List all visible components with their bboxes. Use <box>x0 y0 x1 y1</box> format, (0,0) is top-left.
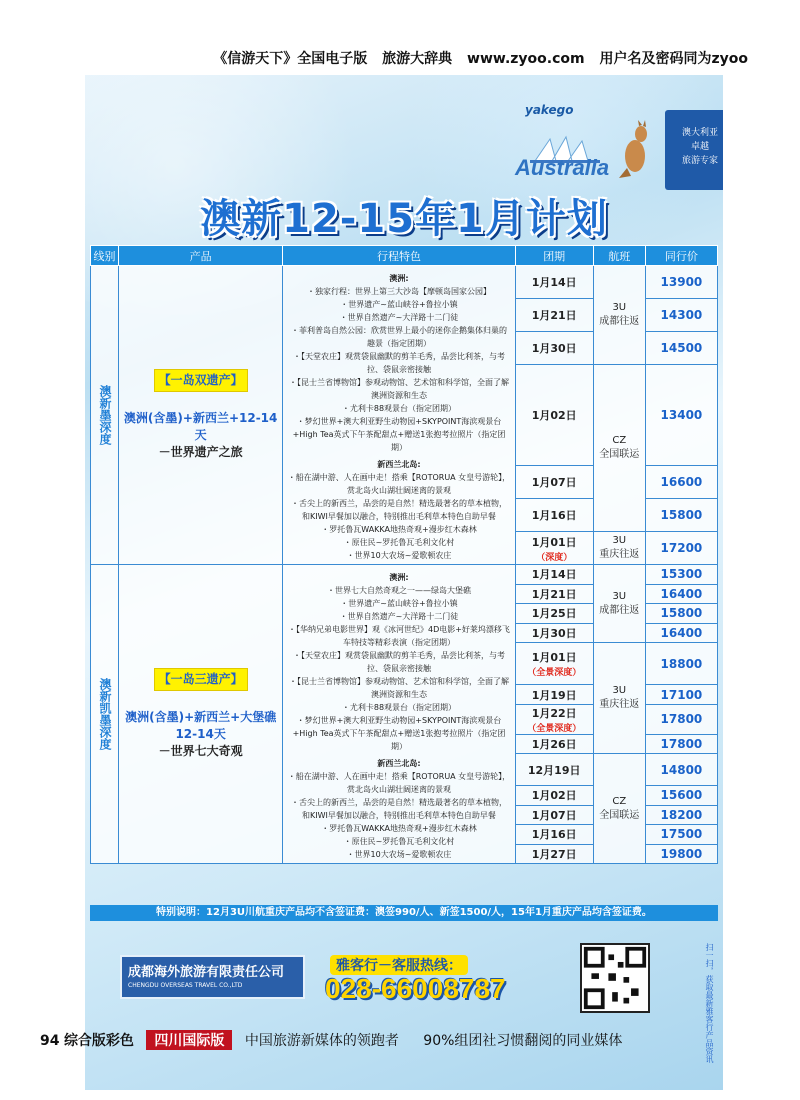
company-name-en: CHENGDU OVERSEAS TRAVEL CO.,LTD <box>128 982 243 989</box>
header-product: 产品 <box>119 246 283 266</box>
special-note: 特别说明：12月3U川航重庆产品均不含签证费：澳签990/人、新签1500/人，15年1月重庆产品均含签证费。 <box>90 905 718 921</box>
header-line: 线别 <box>91 246 119 266</box>
feature-item: ・罗托鲁瓦WAKKA地热奇观+漫步红木森林 <box>321 525 477 534</box>
product-subtitle: －世界七大奇观 <box>158 744 243 758</box>
feature-item: ・独家行程：世界上第三大沙岛【摩顿岛国家公园】 <box>306 287 491 296</box>
flight-route: 成都往返 <box>599 316 640 327</box>
line-name: 澳新凯墨深度 <box>91 565 119 864</box>
feature-item: ・世界10大农场~爱歌顿农庄 <box>346 850 452 859</box>
feature-item: ・【昆士兰省博物馆】参观动物馆、艺术馆和科学馆，全面了解澳洲资源和生态 <box>288 378 509 400</box>
edition-tag: 四川国际版 <box>146 1030 232 1050</box>
section-label: 综合版彩色 <box>63 1033 134 1049</box>
trade-price: 13900 <box>645 266 717 299</box>
departure-date <box>515 266 593 299</box>
feature-item: ・世界七大自然奇观之一——绿岛大堡礁 <box>326 586 471 595</box>
header-features: 行程特色 <box>283 246 515 266</box>
flight-code: 3U <box>612 302 627 313</box>
date-text: 1月02日 <box>531 409 577 422</box>
departure-date <box>515 604 593 624</box>
departure-date <box>515 754 593 786</box>
date-text: 1月19日 <box>531 688 577 702</box>
company-name-cn: 成都海外旅游有限责任公司 <box>128 965 285 980</box>
feature-item: ・舌尖上的新西兰，品尝的是自然！精选最著名的草本植物，和KIWI早餐加以融合，特别推出毛利草本特色自助早餐 <box>290 499 507 521</box>
login-note: 用户名及密码同为zyoo <box>599 51 748 67</box>
date-text: 1月22日 <box>531 706 577 720</box>
product-name[interactable]: 澳洲(含墨)+新西兰+大堡礁12-14天 <box>125 710 277 741</box>
departure-date <box>515 365 593 466</box>
trade-price: 14800 <box>645 754 717 786</box>
line-name: 澳新墨深度 <box>91 266 119 565</box>
page-footer <box>40 1030 760 1050</box>
departure-date <box>515 825 593 845</box>
date-text: 1月14日 <box>531 276 577 289</box>
date-text: 1月01日 <box>531 651 577 665</box>
flight-code: 3U <box>612 590 627 602</box>
departure-date <box>515 565 593 585</box>
departure-date <box>515 643 593 685</box>
flight-cell <box>593 565 645 643</box>
date-text: 12月19日 <box>527 763 581 777</box>
date-text: 1月01日 <box>531 535 577 549</box>
flight-cell <box>593 754 645 864</box>
date-text: 1月30日 <box>531 342 577 355</box>
australia-label: Australia <box>515 155 610 180</box>
trade-price: 18200 <box>645 805 717 825</box>
feature-item: ・原住民~罗托鲁瓦毛利文化村 <box>343 538 455 547</box>
table-row <box>91 266 718 299</box>
qr-caption: 扫一扫，获取最新雅客行产品资讯 <box>705 943 714 1063</box>
feature-item: ・梦幻世界+澳大利亚野生动物园+SKYPOINT海滨观景台+High Tea英式下午茶配甜点+赠送1张抱考拉照片（指定团期） <box>292 716 506 751</box>
feature-item: ・原住民~罗托鲁瓦毛利文化村 <box>343 837 455 846</box>
page-number: 94 <box>40 1033 60 1049</box>
trade-price: 19800 <box>645 844 717 864</box>
departure-date <box>515 332 593 365</box>
departure-date <box>515 685 593 705</box>
feature-item: ・船在湖中游、人在画中走！搭乘【ROTORUA 女皇号游轮】，赏北岛火山湖壮阔迷离的景观 <box>287 772 511 794</box>
flight-route: 成都往返 <box>599 604 640 616</box>
trade-price: 13400 <box>645 365 717 466</box>
trade-price: 18800 <box>645 643 717 685</box>
flight-code: 3U <box>612 685 627 697</box>
flight-cell <box>593 365 645 532</box>
trade-price: 16400 <box>645 584 717 604</box>
feature-item: ・尤利卡88观景台（指定团期） <box>341 404 457 413</box>
region-title: 新西兰北岛: <box>377 460 421 469</box>
hotline-number[interactable]: 028-66008787 <box>325 973 506 1004</box>
flight-route: 重庆往返 <box>599 699 640 711</box>
date-note: （全景深度） <box>527 723 582 734</box>
flight-code: CZ <box>612 435 627 446</box>
date-text: 1月14日 <box>531 568 577 582</box>
trade-price: 16600 <box>645 466 717 499</box>
feature-item: ・尤利卡88观景台（指定团期） <box>341 703 457 712</box>
date-text: 1月21日 <box>531 309 577 322</box>
feature-item: ・梦幻世界+澳大利亚野生动物园+SKYPOINT海滨观景台+High Tea英式下午茶配甜点+赠送1张抱考拉照片（指定团期） <box>292 417 506 452</box>
badge-line: 澳大利亚 <box>681 128 718 138</box>
feature-item: ・菲利普岛自然公园：欣赏世界上最小的迷你企鹅集体归巢的趣景（指定团期） <box>290 326 507 348</box>
features-cell <box>283 565 515 864</box>
departure-date <box>515 499 593 532</box>
date-text: 1月25日 <box>531 607 577 621</box>
date-text: 1月07日 <box>531 808 577 822</box>
feature-item: ・【天堂农庄】观赏袋鼠幽默的剪羊毛秀，品尝比利茶，与考拉、袋鼠亲密接触 <box>292 651 505 673</box>
trade-price: 17800 <box>645 704 717 734</box>
date-text: 1月07日 <box>531 476 577 489</box>
feature-item: ・【华纳兄弟电影世界】观《冰河世纪》4D电影+好莱坞漂移飞车特技等精彩表演（指定团期） <box>287 625 510 647</box>
departure-date <box>515 532 593 565</box>
departure-date <box>515 734 593 754</box>
date-note: （全景深度） <box>527 668 582 679</box>
date-text: 1月26日 <box>531 738 577 751</box>
header-date: 团期 <box>515 246 593 266</box>
trade-price: 14300 <box>645 299 717 332</box>
footer-slogan: 中国旅游新媒体的领跑者 <box>244 1033 399 1049</box>
departure-date <box>515 299 593 332</box>
departure-date <box>515 786 593 806</box>
trade-price: 16400 <box>645 623 717 643</box>
dictionary-name: 旅游大辞典 <box>382 51 453 67</box>
trade-price: 17100 <box>645 685 717 705</box>
poster-title: 澳新12-15年1月计划 <box>200 196 608 242</box>
feature-item: ・舌尖上的新西兰，品尝的是自然！精选最著名的草本植物，和KIWI早餐加以融合，特别推出毛利草本特色自助早餐 <box>290 798 507 820</box>
feature-item: ・世界遗产~蓝山峡谷+鲁拉小镇 <box>340 300 458 309</box>
feature-item: ・世界自然遗产~大洋路十二门徒 <box>339 612 459 621</box>
magazine-name: 《信游天下》全国电子版 <box>213 51 368 67</box>
flight-cell <box>593 532 645 565</box>
tour-table <box>90 245 718 864</box>
trade-price: 17500 <box>645 825 717 845</box>
date-note: （深度） <box>536 552 573 563</box>
product-subtitle: －世界遗产之旅 <box>158 445 243 459</box>
region-title: 澳洲: <box>389 573 409 582</box>
departure-date <box>515 584 593 604</box>
departure-date <box>515 844 593 864</box>
flight-code: 3U <box>612 535 627 546</box>
flight-route: 重庆往返 <box>599 549 640 560</box>
region-title: 澳洲: <box>389 274 409 283</box>
trade-price: 15800 <box>645 499 717 532</box>
date-text: 1月21日 <box>531 587 577 601</box>
feature-item: ・世界遗产~蓝山峡谷+鲁拉小镇 <box>340 599 458 608</box>
trade-price: 15300 <box>645 565 717 585</box>
trade-price: 17200 <box>645 532 717 565</box>
feature-item: ・【天堂农庄】观赏袋鼠幽默的剪羊毛秀，品尝比利茶，与考拉、袋鼠亲密接触 <box>292 352 505 374</box>
feature-item: ・船在湖中游、人在画中走！搭乘【ROTORUA 女皇号游轮】，赏北岛火山湖壮阔迷离的景观 <box>287 473 511 495</box>
trade-price: 15800 <box>645 604 717 624</box>
badge-line: 卓越 <box>690 142 709 152</box>
date-text: 1月16日 <box>531 828 577 842</box>
site-url[interactable]: www.zyoo.com <box>467 51 585 67</box>
header-flight: 航班 <box>593 246 645 266</box>
flight-route: 全国联运 <box>599 809 640 821</box>
table-body <box>91 266 718 864</box>
product-cell <box>119 266 283 565</box>
table-row <box>91 565 718 585</box>
date-text: 1月02日 <box>531 789 577 803</box>
product-tag: 【一岛双遗产】 <box>154 369 248 392</box>
flight-cell <box>593 643 645 754</box>
departure-date <box>515 466 593 499</box>
flight-cell <box>593 266 645 365</box>
expert-badge <box>665 110 723 190</box>
date-text: 1月30日 <box>531 626 577 640</box>
departure-date <box>515 704 593 734</box>
departure-date <box>515 805 593 825</box>
header-price: 同行价 <box>645 246 717 266</box>
date-text: 1月16日 <box>531 509 577 522</box>
region-title: 新西兰北岛: <box>377 759 421 768</box>
product-name[interactable]: 澳洲(含墨)+新西兰+12-14天 <box>123 411 278 442</box>
feature-item: ・世界自然遗产~大洋路十二门徒 <box>339 313 459 322</box>
trade-price: 14500 <box>645 332 717 365</box>
brand-logo: yakego <box>525 103 574 117</box>
company-logo <box>120 955 305 999</box>
feature-item: ・世界10大农场~爱歌顿农庄 <box>346 551 452 560</box>
departure-date <box>515 623 593 643</box>
kangaroo-icon <box>617 120 651 180</box>
flight-route: 全国联运 <box>599 449 640 460</box>
trade-price: 17800 <box>645 734 717 754</box>
feature-item: ・【昆士兰省博物馆】参观动物馆、艺术馆和科学馆，全面了解澳洲资源和生态 <box>288 677 509 699</box>
flight-code: CZ <box>612 795 627 807</box>
top-header <box>0 48 800 70</box>
table-header-row <box>91 246 718 266</box>
features-cell <box>283 266 515 565</box>
product-cell <box>119 565 283 864</box>
footer-slogan: 90%组团社习惯翻阅的同业媒体 <box>423 1033 623 1049</box>
qr-code[interactable] <box>580 943 650 1013</box>
feature-item: ・罗托鲁瓦WAKKA地热奇观+漫步红木森林 <box>321 824 477 833</box>
date-text: 1月27日 <box>531 847 577 861</box>
poster <box>85 75 723 1090</box>
badge-line: 旅游专家 <box>681 156 718 166</box>
trade-price: 15600 <box>645 786 717 806</box>
hotline-label: 雅客行－客服热线： <box>330 955 468 975</box>
product-tag: 【一岛三遗产】 <box>154 668 248 691</box>
